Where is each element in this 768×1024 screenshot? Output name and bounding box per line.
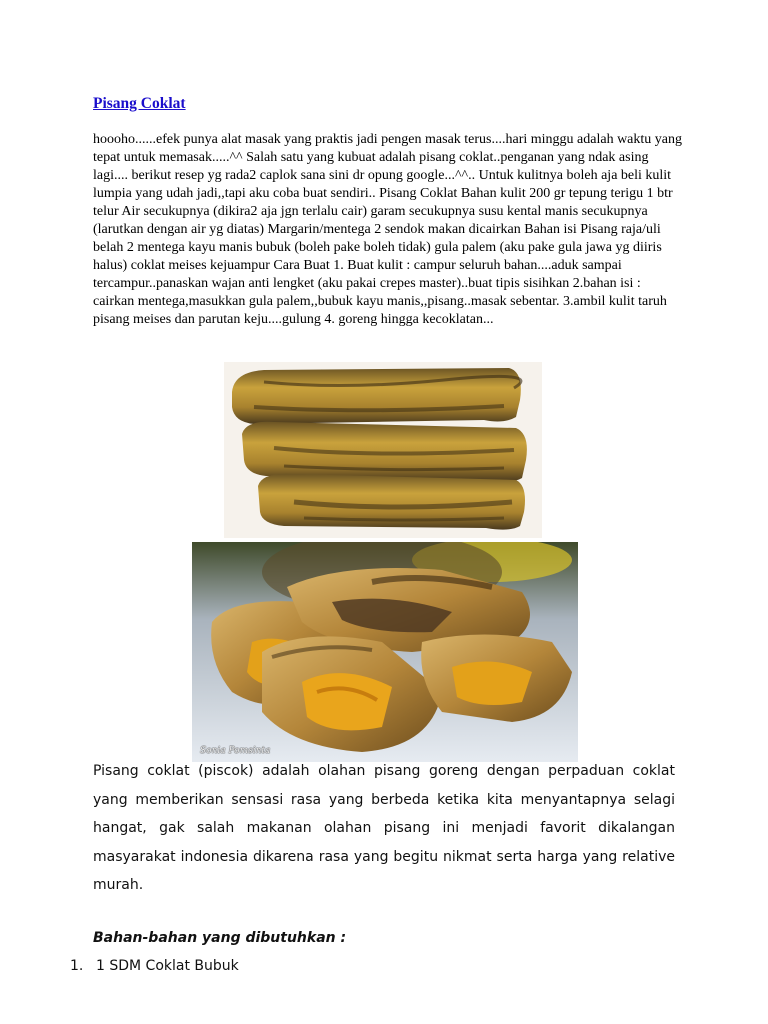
ingredients-heading: Bahan-bahan yang dibutuhkan : bbox=[93, 930, 347, 946]
description-paragraph: Pisang coklat (piscok) adalah olahan pisang goreng dengan perpaduan coklat yang memberikan sensasi rasa yang berbeda ketika kita menyantapnya selagi hangat, gak salah makanan olahan pisang ini menjadi favorit dikalangan masyarakat indonesia dikarena rasa yang begitu nikmat serta harga yang relative murah. bbox=[93, 763, 675, 893]
article-title-link[interactable]: Pisang Coklat bbox=[93, 95, 186, 112]
list-item bbox=[0, 958, 768, 980]
ingredients-list bbox=[0, 958, 768, 980]
list-item-text: 1 SDM Coklat Bubuk bbox=[96, 958, 239, 974]
list-item-number: 1. bbox=[70, 958, 84, 974]
photo-watermark: Sonia Pomsinta bbox=[200, 746, 271, 756]
fried-rolls-photo bbox=[224, 362, 542, 538]
intro-paragraph: hoooho......efek punya alat masak yang praktis jadi pengen masak terus....hari minggu adalah waktu yang tepat untuk memasak.....^^ Salah satu yang kubuat adalah pisang coklat..penganan yang ndak asing lagi.... berikut resep yg rada2 caplok sana sini dr opung google...^^.. Untuk kulitnya boleh aja beli kulit lumpia yang udah jadi,,tapi aku coba buat sendiri.. Pisang Coklat Bahan kulit 200 gr tepung terigu 1 btr telur Air secukupnya (dikira2 aja jgn terlalu cair) garam secukupnya susu kental manis secukupnya (larutkan dengan air yg diatas) Margarin/mentega 2 sendok makan dicairkan Bahan isi Pisang raja/uli belah 2 mentega kayu manis bubuk (boleh pake boleh tidak) gula palem (aku pake gula jawa yg diiris halus) coklat meises kejuampur Cara Buat 1. Buat kulit : campur seluruh bahan....aduk sampai tercampur..panaskan wajan anti lengket (aku pakai crepes master)..buat tipis sisihkan 2.bahan isi : cairkan mentega,masukkan gula palem,,bubuk kayu manis,,pisang..masak sebentar. 3.ambil kulit taruh pisang meises dan parutan keju....gulung 4. goreng hingga kecoklatan... bbox=[93, 132, 682, 327]
piscok-closeup-photo bbox=[192, 542, 578, 762]
